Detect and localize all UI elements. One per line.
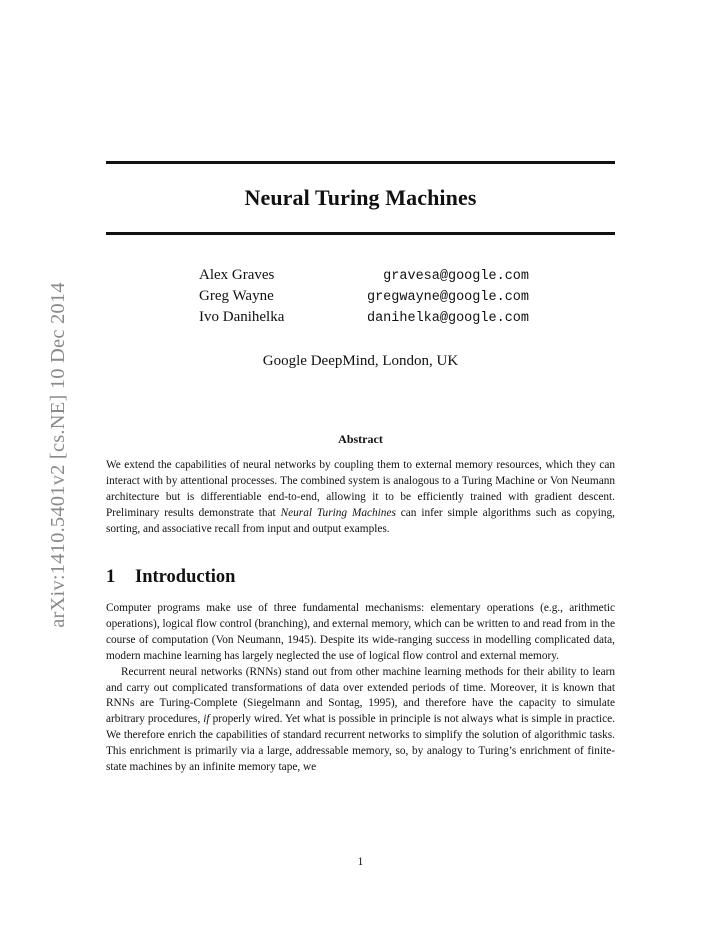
abstract-text-part: We extend the capabilities of neural networks by coupling them to external memory resources, which they can interact with by attentional processes. The combined system is analogous to a Turing Machine or Von Neumann architecture but is differentiable end-to-end, allowing it to be efficiently trained with gradient descent. Preliminary results demonstrate that (106, 459, 615, 519)
section-title: Introduction (135, 567, 236, 587)
author-email: danihelka@google.com (366, 311, 529, 326)
author-name: Ivo Danihelka (199, 309, 285, 325)
affiliation: Google DeepMind, London, UK (262, 353, 459, 369)
paragraph-part: Recurrent neural networks (RNNs) stand out from other machine learning methods for their ability to learn and carry out complicated transformations of data over extended periods of time. Moreover, it is known that RNNs are Turing-Complete (Siegelmann and Sontag, 1995), and therefore have the capacity to simulate arbitrary procedures, (106, 665, 615, 726)
title-bottom-rule (106, 232, 615, 235)
abstract-text-part: can infer simple algorithms such as copying, sorting, and associative recall from input and output examples. (106, 506, 615, 535)
author-name: Greg Wayne (199, 288, 274, 304)
paragraph (106, 665, 615, 776)
abstract-emphasis: Neural Turing Machines (280, 506, 396, 519)
author-email: gregwayne@google.com (366, 290, 529, 305)
arxiv-sidebar (43, 255, 73, 655)
author-name: Alex Graves (199, 267, 275, 283)
paragraph-part: properly wired. Yet what is possible in principle is not always what is simple in practice. We therefore enrich the capabilities of standard recurrent networks to simplify the solution of algorithmic tasks. This enrichment is primarily via a large, addressable memory, so, by analogy to Turing’s enrichment of finite-state machines by an infinite memory tape, we (106, 713, 615, 774)
abstract-text (106, 458, 615, 538)
paragraph: Computer programs make use of three fundamental mechanisms: elementary operations (e.g., arithmetic operations), logical flow control (branching), and external memory, which can be written to and read from in the course of computation (Von Neumann, 1945). Despite its wide-ranging success in modelling complicated data, modern machine learning has largely neglected the use of logical flow control and external memory. (106, 602, 615, 662)
page-number: 1 (357, 856, 364, 868)
arxiv-identifier: arXiv:1410.5401v2 [cs.NE] 10 Dec 2014 (47, 282, 69, 628)
section-heading (106, 565, 615, 589)
author-row (199, 265, 529, 286)
paper-title: Neural Turing Machines (244, 185, 477, 210)
introduction-body (106, 601, 615, 776)
author-block (199, 265, 529, 328)
paragraph-emphasis: if (203, 713, 210, 726)
section-number: 1 (106, 567, 116, 587)
author-row (199, 286, 529, 307)
author-row (199, 307, 529, 328)
author-email: gravesa@google.com (383, 269, 529, 284)
abstract-heading: Abstract (338, 432, 383, 446)
title-top-rule (106, 161, 615, 164)
